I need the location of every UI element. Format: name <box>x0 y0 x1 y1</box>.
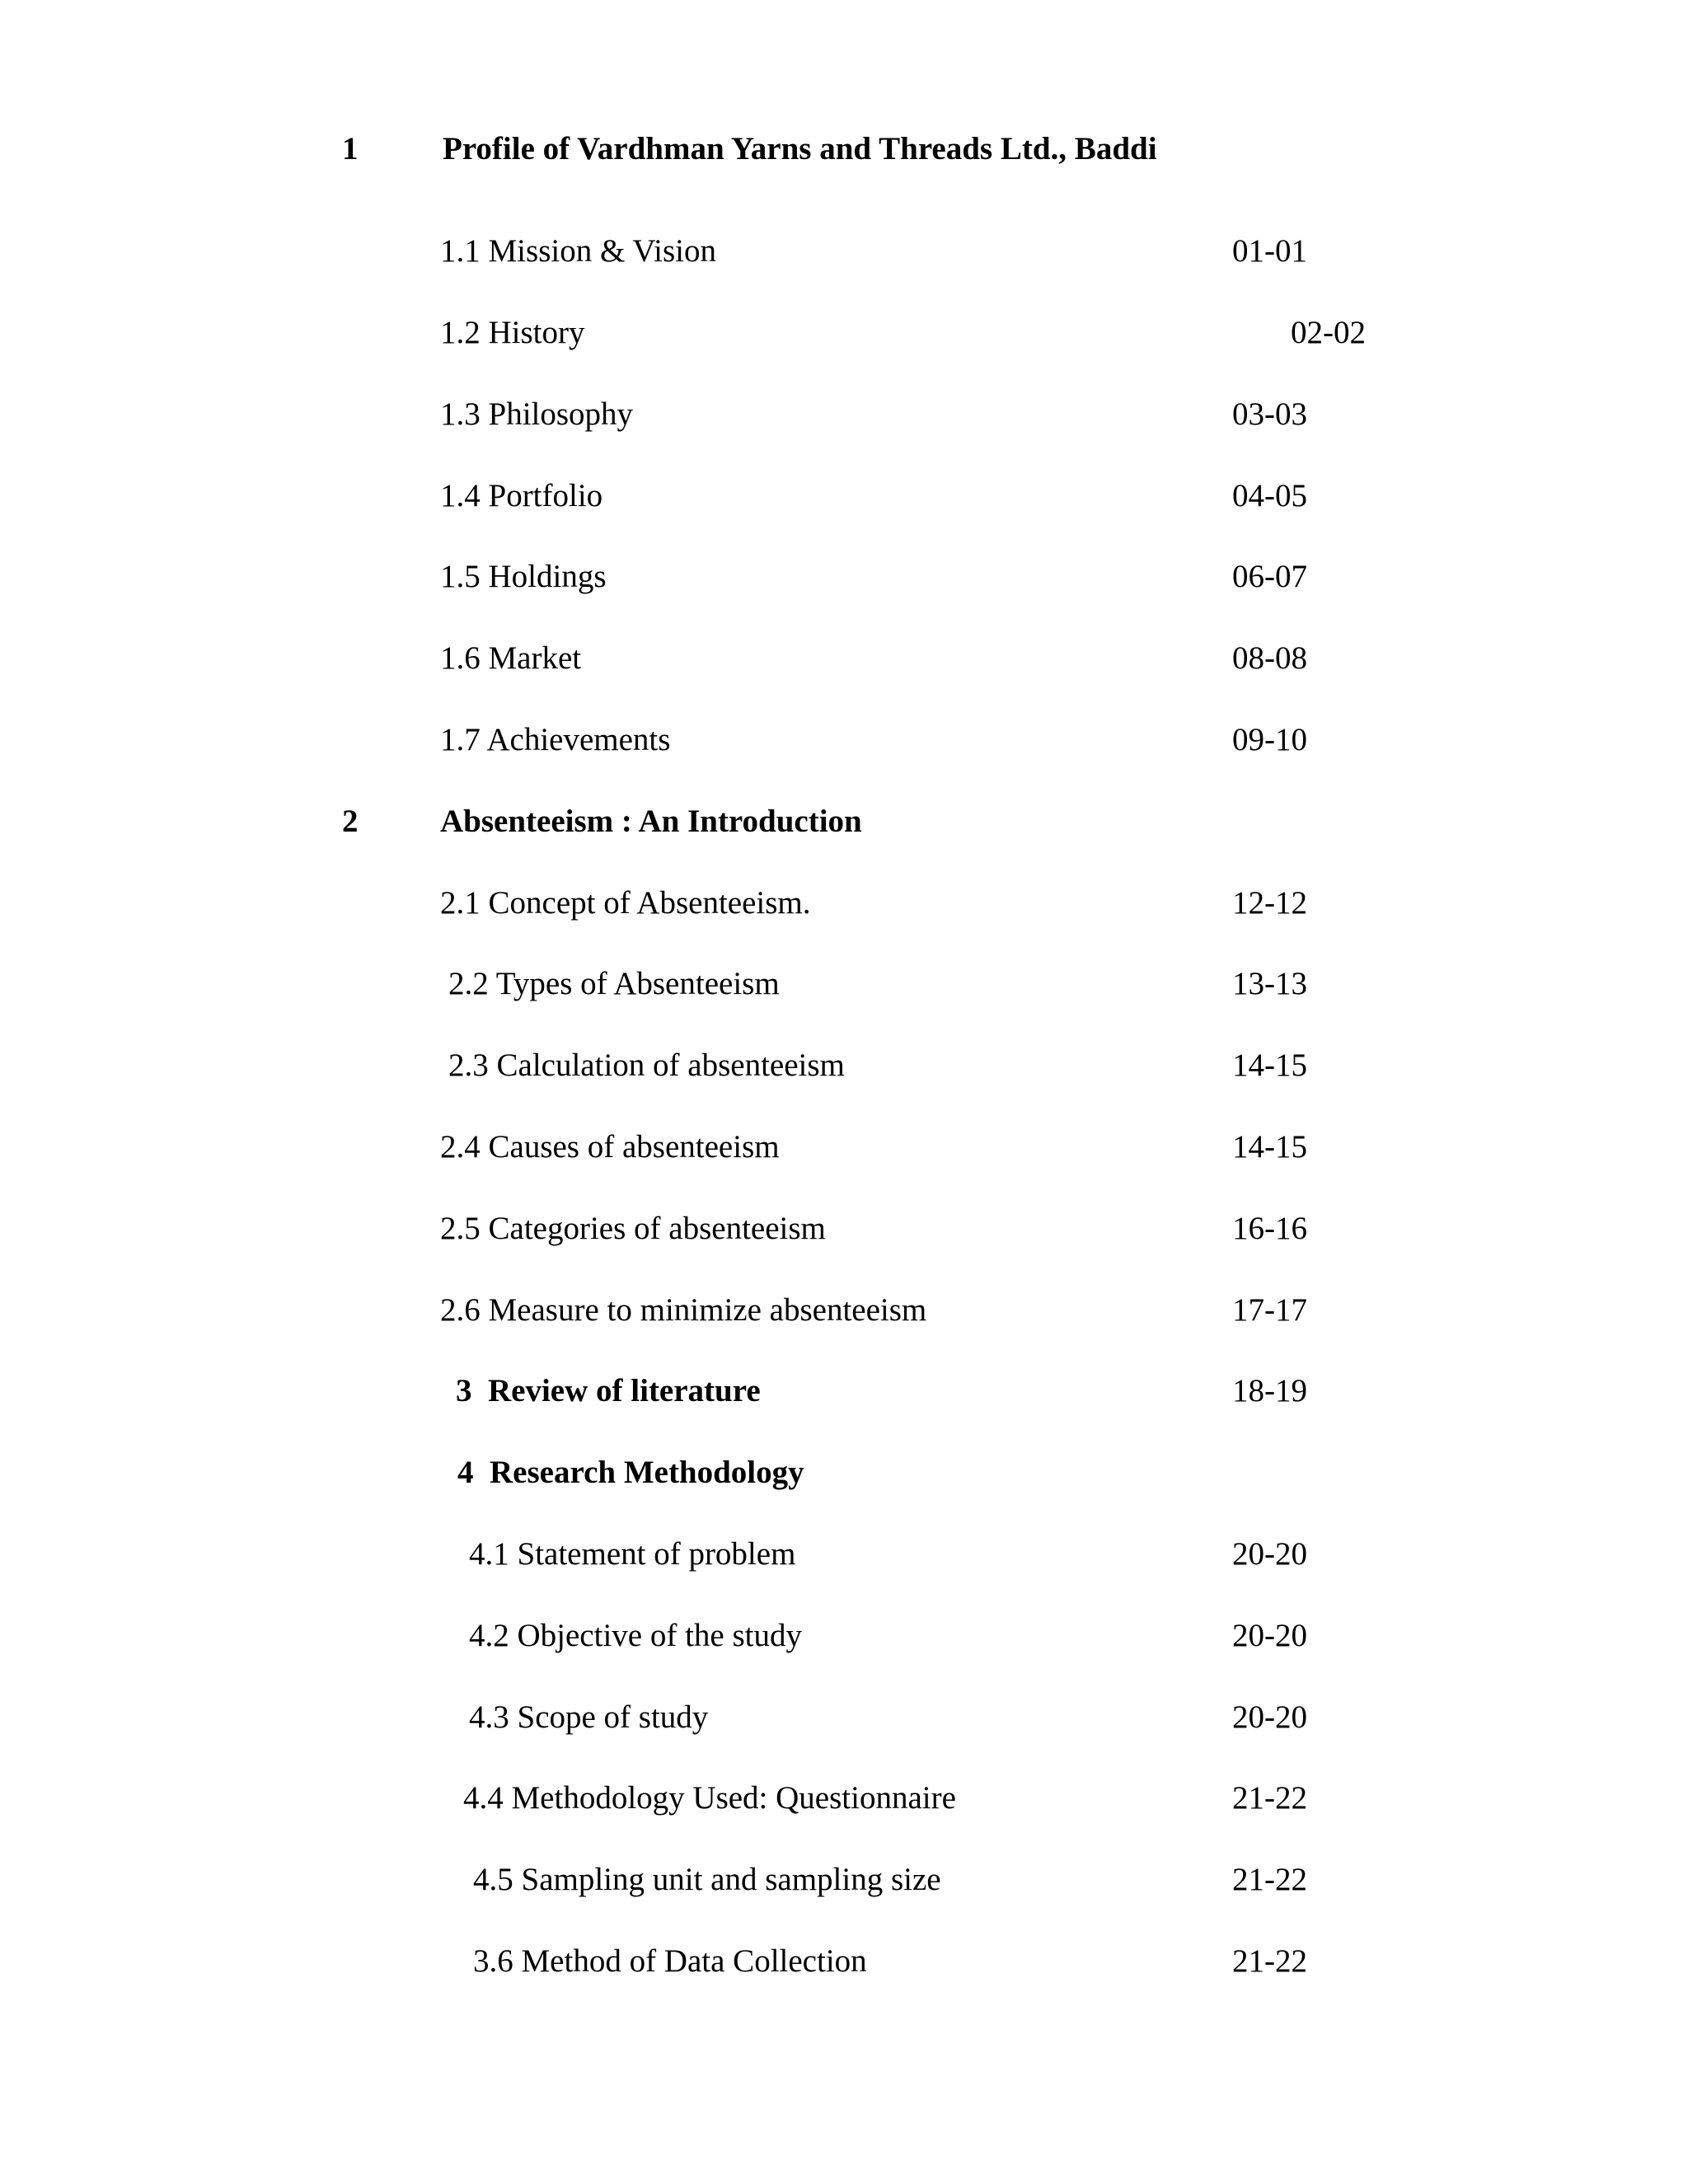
entry-pages: 18-19 <box>1232 1373 1307 1408</box>
entry-title: 1.2 History <box>440 315 585 350</box>
toc-entry <box>0 1685 1688 1750</box>
entry-title: 2.2 Types of Absenteeism <box>448 966 780 1001</box>
entry-pages: 02-02 <box>1291 315 1366 350</box>
entry-title: 4.4 Methodology Used: Questionnaire <box>463 1780 956 1816</box>
entry-pages: 21-22 <box>1232 1780 1307 1816</box>
toc-entry <box>0 626 1688 691</box>
toc-entry <box>0 1765 1688 1831</box>
entry-pages: 01-01 <box>1232 233 1307 269</box>
entry-pages: 04-05 <box>1232 478 1307 513</box>
entry-pages: 20-20 <box>1232 1699 1307 1735</box>
entry-title: 2.5 Categories of absenteeism <box>440 1211 826 1246</box>
toc-entry <box>0 870 1688 936</box>
entry-title: 4.1 Statement of problem <box>469 1536 796 1572</box>
entry-title: 2.3 Calculation of absenteeism <box>448 1047 845 1083</box>
entry-title: 3.6 Method of Data Collection <box>473 1943 867 1979</box>
toc-chapter-heading <box>0 1358 1688 1424</box>
chapter-title: 4 Research Methodology <box>457 1455 804 1490</box>
toc-entry <box>0 1114 1688 1180</box>
toc-entry <box>0 463 1688 529</box>
entry-pages: 09-10 <box>1232 722 1307 757</box>
toc-entry <box>0 382 1688 448</box>
entry-pages: 13-13 <box>1232 966 1307 1001</box>
toc-entry <box>0 1929 1688 1994</box>
toc-entry <box>0 1847 1688 1913</box>
entry-title: 4.3 Scope of study <box>469 1699 709 1735</box>
entry-pages: 08-08 <box>1232 640 1307 676</box>
entry-pages: 14-15 <box>1232 1129 1307 1165</box>
entry-title: 1.4 Portfolio <box>440 478 603 513</box>
chapter-title: Absenteeism : An Introduction <box>440 804 862 839</box>
toc-entry <box>0 1277 1688 1343</box>
entry-pages: 20-20 <box>1232 1536 1307 1572</box>
toc-chapter-heading <box>0 1440 1688 1506</box>
toc-entry <box>0 951 1688 1017</box>
entry-pages: 06-07 <box>1232 559 1307 594</box>
entry-pages: 17-17 <box>1232 1292 1307 1328</box>
entry-title: 1.7 Achievements <box>440 722 671 757</box>
entry-pages: 16-16 <box>1232 1211 1307 1246</box>
toc-entry <box>0 1196 1688 1262</box>
entry-title: 4.2 Objective of the study <box>469 1618 802 1653</box>
toc-entry <box>0 1521 1688 1587</box>
toc-chapter-heading <box>0 116 1688 182</box>
entry-title: 1.6 Market <box>440 640 582 676</box>
entry-pages: 14-15 <box>1232 1047 1307 1083</box>
toc-entry <box>0 544 1688 610</box>
chapter-title: Profile of Vardhman Yarns and Threads Ltd., Baddi <box>443 131 1157 166</box>
entry-pages: 21-22 <box>1232 1943 1307 1979</box>
entry-title: 1.3 Philosophy <box>440 396 634 432</box>
entry-title: 2.6 Measure to minimize absenteeism <box>440 1292 927 1328</box>
entry-title: 1.5 Holdings <box>440 559 607 594</box>
toc-entry <box>0 300 1688 366</box>
entry-pages: 20-20 <box>1232 1618 1307 1653</box>
chapter-title: 3 Review of literature <box>456 1373 761 1408</box>
chapter-number: 2 <box>342 804 359 839</box>
entry-pages: 12-12 <box>1232 885 1307 921</box>
entry-title: 4.5 Sampling unit and sampling size <box>473 1862 941 1897</box>
toc-entry <box>0 1033 1688 1099</box>
toc-entry <box>0 218 1688 284</box>
entry-title: 2.1 Concept of Absenteeism. <box>440 885 811 921</box>
entry-title: 1.1 Mission & Vision <box>440 233 717 269</box>
entry-pages: 21-22 <box>1232 1862 1307 1897</box>
entry-title: 2.4 Causes of absenteeism <box>440 1129 780 1165</box>
toc-entry <box>0 1603 1688 1669</box>
chapter-number: 1 <box>342 131 359 166</box>
entry-pages: 03-03 <box>1232 396 1307 432</box>
toc-chapter-heading <box>0 789 1688 855</box>
toc-entry <box>0 707 1688 773</box>
